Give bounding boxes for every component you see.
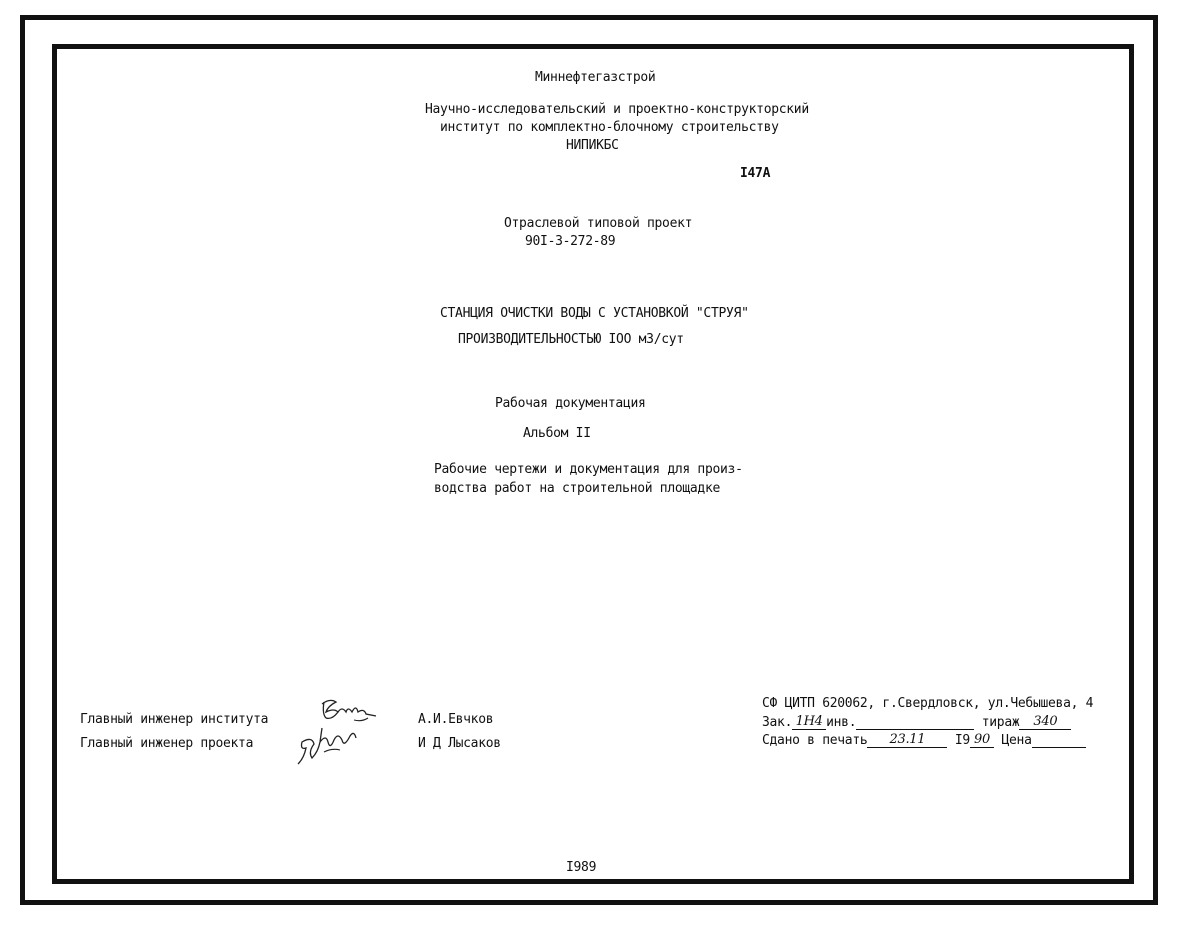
- description-line-2: водства работ на строительной площадке: [434, 481, 721, 496]
- ministry-name: Миннефтегазстрой: [535, 70, 656, 85]
- project-type: Отраслевой типовой проект: [504, 216, 693, 231]
- publisher-order-line: [762, 714, 1071, 730]
- signature-name-2: И Д Лысаков: [418, 736, 501, 751]
- institute-abbr: НИПИКБС: [566, 138, 619, 153]
- title-line-1: СТАНЦИЯ ОЧИСТКИ ВОДЫ С УСТАНОВКОЙ "СТРУЯ": [440, 306, 749, 321]
- order-value: 1Н4: [792, 714, 826, 730]
- print-run-label: тираж: [981, 715, 1020, 730]
- publisher-address: СФ ЦИТП 620062, г.Свердловск, ул.Чебышева, 4: [762, 696, 1094, 711]
- year-prefix: I9: [954, 733, 970, 748]
- album-number: Альбом II: [523, 426, 591, 441]
- submitted-value: 23.11: [867, 732, 947, 748]
- signature-name-1: А.И.Евчков: [418, 712, 494, 727]
- publication-year: I989: [566, 860, 597, 875]
- print-run-value: 340: [1019, 714, 1071, 730]
- signature-scribble-2: [294, 722, 364, 770]
- signature-role-1: Главный инженер института: [80, 712, 269, 727]
- project-number: 90I-3-272-89: [525, 234, 616, 249]
- description-line-1: Рабочие чертежи и документация для произ-: [434, 462, 743, 477]
- year-value: 90: [970, 732, 994, 748]
- title-line-2: ПРОИЗВОДИТЕЛЬНОСТЬЮ IOO м3/сут: [458, 332, 684, 347]
- signature-role-2: Главный инженер проекта: [80, 736, 254, 751]
- price-blank: [1032, 732, 1086, 748]
- institute-line-1: Научно-исследовательский и проектно-конструкторский: [425, 102, 809, 117]
- publisher-submitted-line: [762, 732, 1086, 748]
- submitted-label: Сдано в печать: [762, 733, 868, 748]
- documentation-kind: Рабочая документация: [495, 396, 646, 411]
- order-label: Зак.: [762, 715, 793, 730]
- inv-label: инв.: [826, 715, 857, 730]
- price-label: Цена: [1001, 733, 1032, 748]
- institute-line-2: институт по комплектно-блочному строительству: [440, 120, 779, 135]
- project-code: I47A: [740, 166, 771, 181]
- inv-blank: [856, 714, 974, 730]
